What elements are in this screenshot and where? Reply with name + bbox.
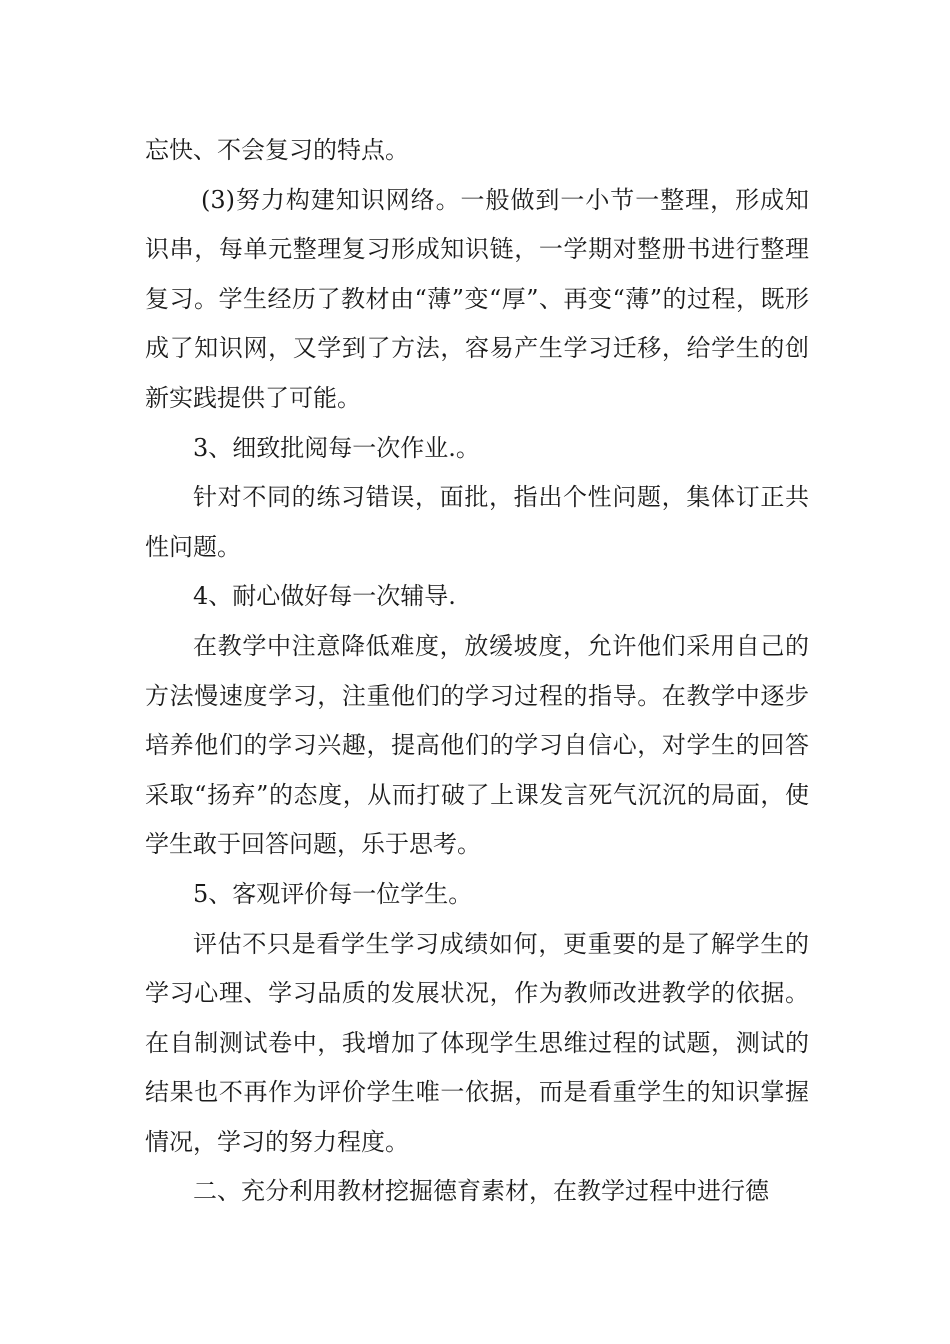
- paragraph-continuation: 忘快、不会复习的特点。: [145, 136, 409, 164]
- paragraph-tutoring: 在教学中注意降低难度，放缓坡度，允许他们采用自己的方法慢速度学习，注重他们的学习过程的指导。在教学中逐步培养他们的学习兴趣，提高他们的学习自信心，对学生的回答采取“扬弃”的态度，从而打破了上课发言死气沉沉的局面，使学生敢于回答问题，乐于思考。: [145, 631, 809, 859]
- heading-homework-review: 3、细致批阅每一次作业.。: [193, 433, 480, 462]
- heading-evaluation: 5、客观评价每一位学生。: [193, 879, 473, 908]
- paragraph-homework-review: 针对不同的练习错误，面批，指出个性问题，集体订正共性问题。: [145, 483, 809, 561]
- document-body: [145, 126, 809, 1217]
- heading-moral-education: 二、充分利用教材挖掘德育素材，在教学过程中进行德: [193, 1177, 769, 1206]
- paragraph-knowledge-network: (3)努力构建知识网络。一般做到一小节一整理，形成知识串，每单元整理复习形成知识链，一学期对整册书进行整理复习。学生经历了教材由“薄”变“厚”、再变“薄”的过程，既形成了知识网，又学到了方法，容易产生学习迁移，给学生的创新实践提供了可能。: [145, 185, 809, 412]
- heading-tutoring: 4、耐心做好每一次辅导.: [193, 582, 456, 611]
- paragraph-evaluation: 评估不只是看学生学习成绩如何，更重要的是了解学生的学习心理、学习品质的发展状况，作为教师改进教学的依据。在自制测试卷中，我增加了体现学生思维过程的试题，测试的结果也不再作为评价学生唯一依据，而是看重学生的知识掌握情况，学习的努力程度。: [145, 929, 809, 1156]
